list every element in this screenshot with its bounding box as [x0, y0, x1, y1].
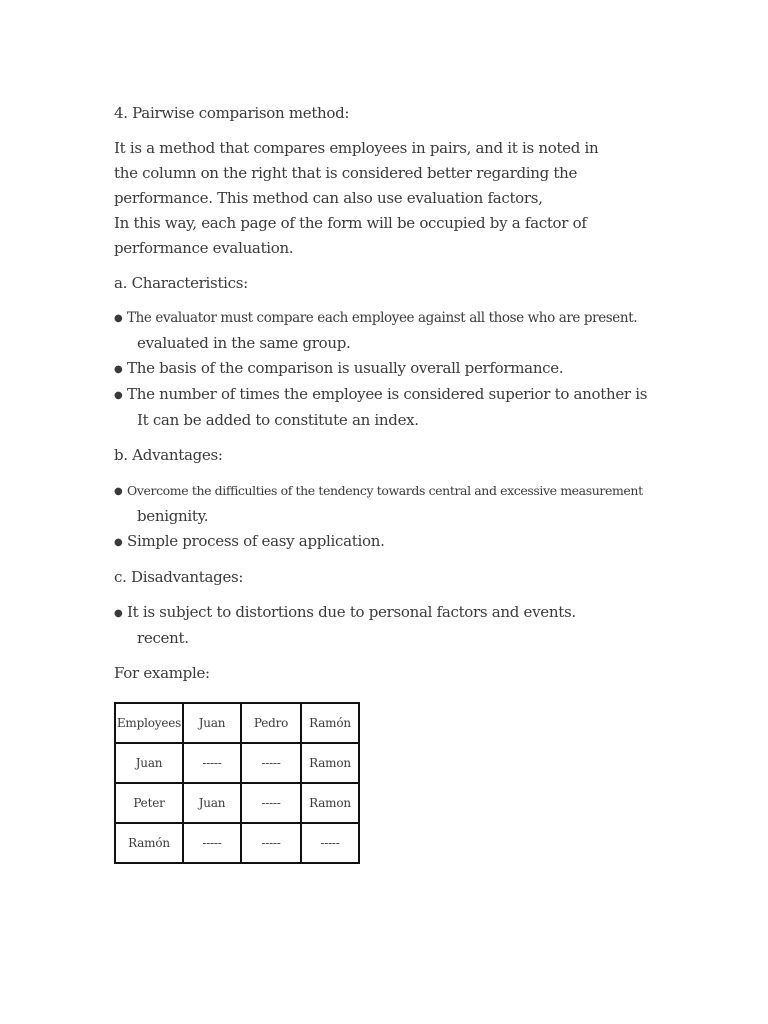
- intro-paragraph: [114, 136, 714, 261]
- list-item-text: The basis of the comparison is usually overall performance.: [127, 359, 564, 377]
- list-item-continuation: It can be added to constitute an index.: [137, 411, 419, 429]
- bullet-icon: ●: [114, 390, 123, 401]
- table-cell: -----: [301, 823, 359, 863]
- bullet-icon: ●: [114, 608, 123, 619]
- characteristics-list: [114, 306, 714, 433]
- bullet-icon: ●: [114, 537, 123, 548]
- section-title: 4. Pairwise comparison method:: [114, 104, 350, 122]
- table-header-row: [115, 703, 359, 743]
- bullet-icon: ●: [114, 313, 123, 324]
- intro-line: the column on the right that is considered better regarding the: [114, 164, 578, 182]
- list-item: [114, 382, 714, 408]
- list-item-text: Simple process of easy application.: [127, 532, 385, 550]
- document-body: [114, 101, 714, 686]
- list-item-continuation: benignity.: [137, 507, 209, 525]
- disadvantages-heading: c. Disadvantages:: [114, 568, 244, 586]
- advantages-heading: b. Advantages:: [114, 446, 223, 464]
- table-row: [115, 823, 359, 863]
- list-item-continuation: recent.: [137, 629, 189, 647]
- table-cell: Ramon: [301, 783, 359, 823]
- intro-line: It is a method that compares employees in pairs, and it is noted in: [114, 139, 599, 157]
- table-cell: Peter: [115, 783, 183, 823]
- characteristics-heading: a. Characteristics:: [114, 274, 248, 292]
- table-header-cell: Juan: [183, 703, 241, 743]
- list-item: [114, 356, 714, 382]
- example-label: For example:: [114, 664, 210, 682]
- list-item-continuation: evaluated in the same group.: [137, 334, 351, 352]
- table-cell: Juan: [115, 743, 183, 783]
- list-item: [114, 478, 714, 504]
- table-cell: Ramón: [115, 823, 183, 863]
- intro-line: performance evaluation.: [114, 239, 294, 257]
- disadvantages-list: [114, 600, 714, 651]
- table-row: [115, 783, 359, 823]
- table-header-cell: Ramón: [301, 703, 359, 743]
- list-item: [114, 529, 714, 555]
- table-cell: -----: [183, 743, 241, 783]
- bullet-icon: ●: [114, 486, 123, 497]
- list-item-text: It is subject to distortions due to personal factors and events.: [127, 603, 576, 621]
- intro-line: performance. This method can also use evaluation factors,: [114, 189, 543, 207]
- list-item-text: The evaluator must compare each employee against all those who are present.: [127, 310, 638, 326]
- table-cell: -----: [183, 823, 241, 863]
- table-header-cell: Employees: [115, 703, 183, 743]
- comparison-table: [114, 702, 360, 864]
- table-row: [115, 743, 359, 783]
- table-cell: Juan: [183, 783, 241, 823]
- advantages-list: [114, 478, 714, 555]
- table-cell: -----: [241, 743, 301, 783]
- table-cell: -----: [241, 823, 301, 863]
- list-item-text: Overcome the difficulties of the tendency towards central and excessive measurement: [127, 483, 643, 498]
- intro-line: In this way, each page of the form will be occupied by a factor of: [114, 214, 587, 232]
- table-header-cell: Pedro: [241, 703, 301, 743]
- table-cell: -----: [241, 783, 301, 823]
- list-item: [114, 306, 714, 331]
- list-item-text: The number of times the employee is considered superior to another is: [127, 385, 648, 403]
- bullet-icon: ●: [114, 364, 123, 375]
- table-cell: Ramon: [301, 743, 359, 783]
- list-item: [114, 600, 714, 626]
